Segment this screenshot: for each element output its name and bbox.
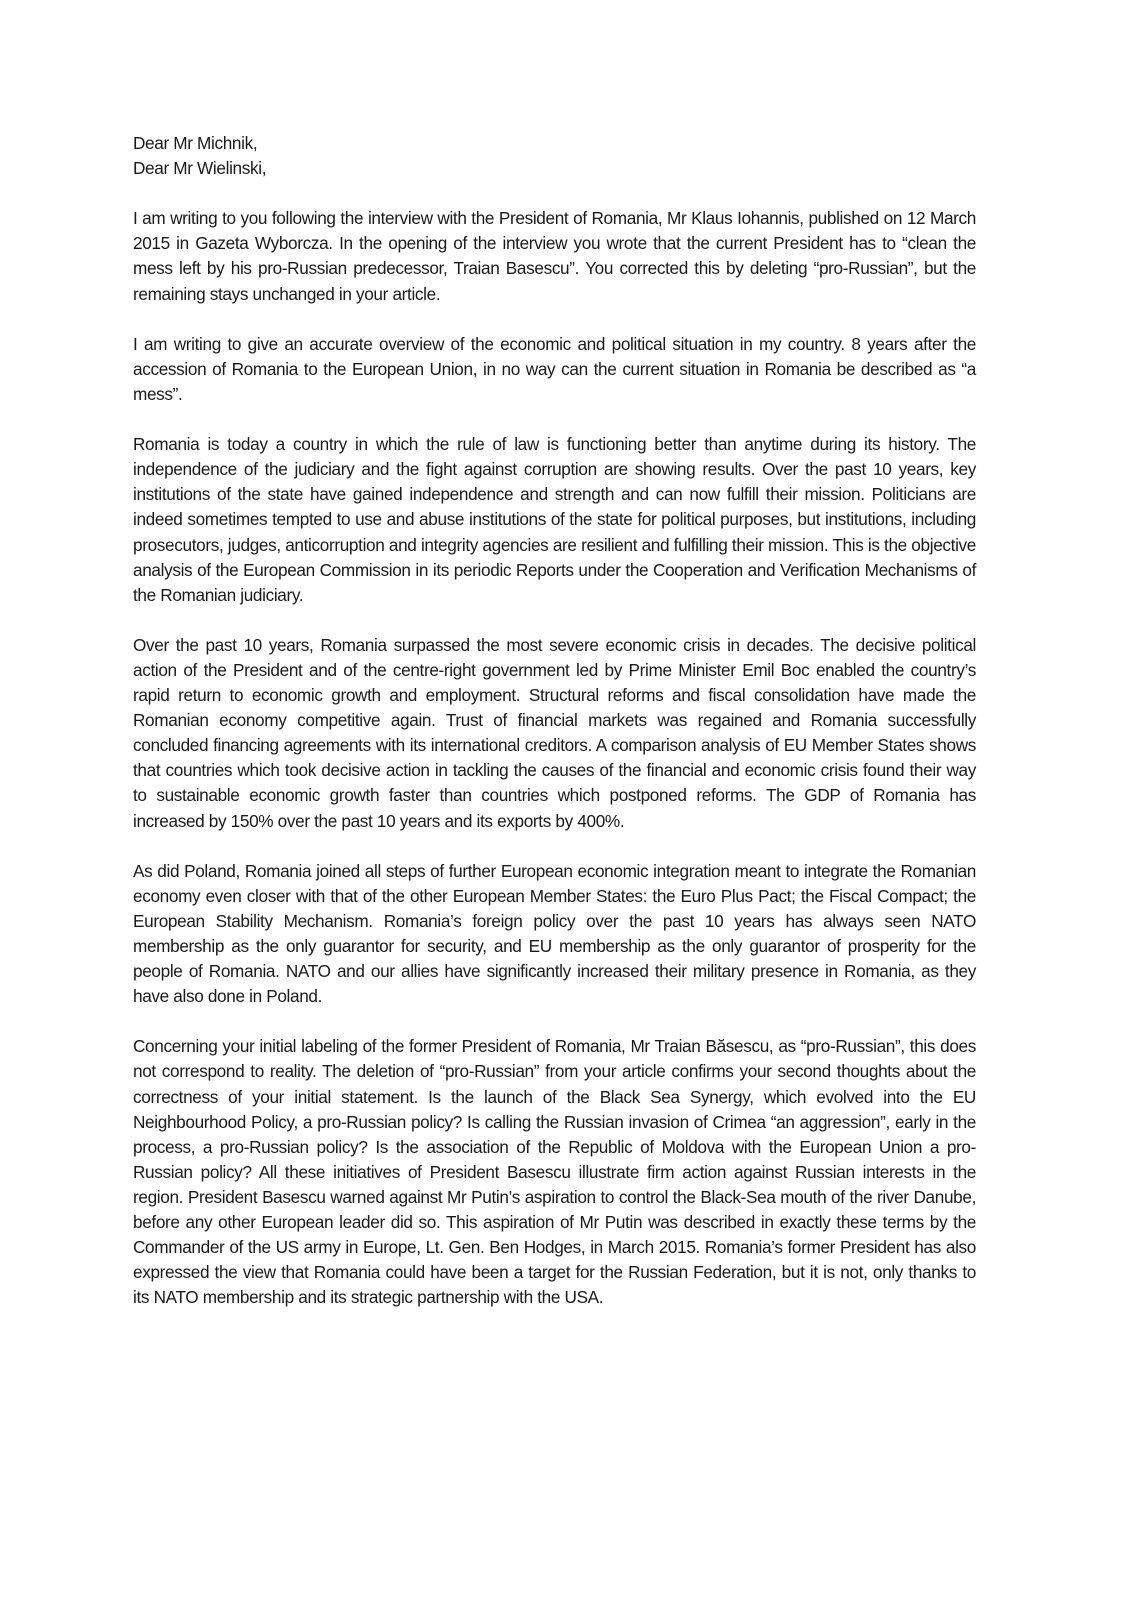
salutation-line: Dear Mr Michnik, <box>133 133 258 153</box>
paragraph-interview-correction: I am writing to you following the interview with the President of Romania, Mr Klaus Iohannis, published on 12 March 2015 in Gazeta Wyborcza. In the opening of the interview you wrote that the current President has to “clean the mess left by his pro-Russian predecessor, Traian Basescu”. You corrected this by deleting “pro-Russian”, but the remaining stays unchanged in your article. <box>133 208 976 304</box>
paragraph-accurate-overview: I am writing to give an accurate overview of the economic and political situation in my country. 8 years after the accession of Romania to the European Union, in no way can the current situation in Romania be described as “a mess”. <box>133 333 976 404</box>
paragraph-economic-crisis: Over the past 10 years, Romania surpassed the most severe economic crisis in decades. The decisive political action of the President and of the centre-right government led by Prime Minister Emil Boc enabled the country’s rapid return to economic growth and employment. Structural reforms and fiscal consolidation have made the Romanian economy competitive again. Trust of financial markets was regained and Romania successfully concluded financing agreements with its international creditors. A comparison analysis of EU Member States shows that countries which took decisive action in tackling the causes of the financial and economic crisis found their way to sustainable economic growth faster than countries which postponed reforms. The GDP of Romania has increased by 150% over the past 10 years and its exports by 400%. <box>133 634 976 831</box>
salutation-line: Dear Mr Wielinski, <box>133 158 267 179</box>
paragraph-pro-russian-label: Concerning your initial labeling of the former President of Romania, Mr Traian Băsescu, as “pro-Russian”, this does not correspond to reality. The deletion of “pro-Russian” from your article confirms your second thoughts about the correctness of your initial statement. Is the launch of the Black Sea Synergy, which evolved into the EU Neighbourhood Policy, a pro-Russian policy? Is calling the Russian invasion of Crimea “an aggression”, early in the process, a pro-Russian policy? Is the association of the Republic of Moldova with the European Union a pro-Russian policy? All these initiatives of President Basescu illustrate firm action against Russian interests in the region. President Basescu warned against Mr Putin’s aspiration to control the Black-Sea mouth of the river Danube, before any other European leader did so. This aspiration of Mr Putin was described in exactly these terms by the Commander of the US army in Europe, Lt. Gen. Ben Hodges, in March 2015. Romania’s former President has also expressed the view that Romania could have been a target for the Russian Federation, but it is not, only thanks to its NATO membership and its strategic partnership with the USA. <box>133 1036 976 1308</box>
salutation-block <box>133 131 976 181</box>
paragraph-rule-of-law: Romania is today a country in which the rule of law is functioning better than anytime during its history. The independence of the judiciary and the fight against corruption are showing results. Over the past 10 years, key institutions of the state have gained independence and strength and can now fulfill their mission. Politicians are indeed sometimes tempted to use and abuse institutions of the state for political purposes, but institutions, including prosecutors, judges, anticorruption and integrity agencies are resilient and fulfilling their mission. This is the objective analysis of the European Commission in its periodic Reports under the Cooperation and Verification Mechanisms of the Romanian judiciary. <box>133 434 976 605</box>
letter-page <box>133 131 976 1310</box>
paragraph-european-integration: As did Poland, Romania joined all steps of further European economic integration meant to integrate the Romanian economy even closer with that of the other European Member States: the Euro Plus Pact; the Fiscal Compact; the European Stability Mechanism. Romania’s foreign policy over the past 10 years has always seen NATO membership as the only guarantor for security, and EU membership as the only guarantor of prosperity for the people of Romania. NATO and our allies have significantly increased their military presence in Romania, as they have also done in Poland. <box>133 860 976 1007</box>
